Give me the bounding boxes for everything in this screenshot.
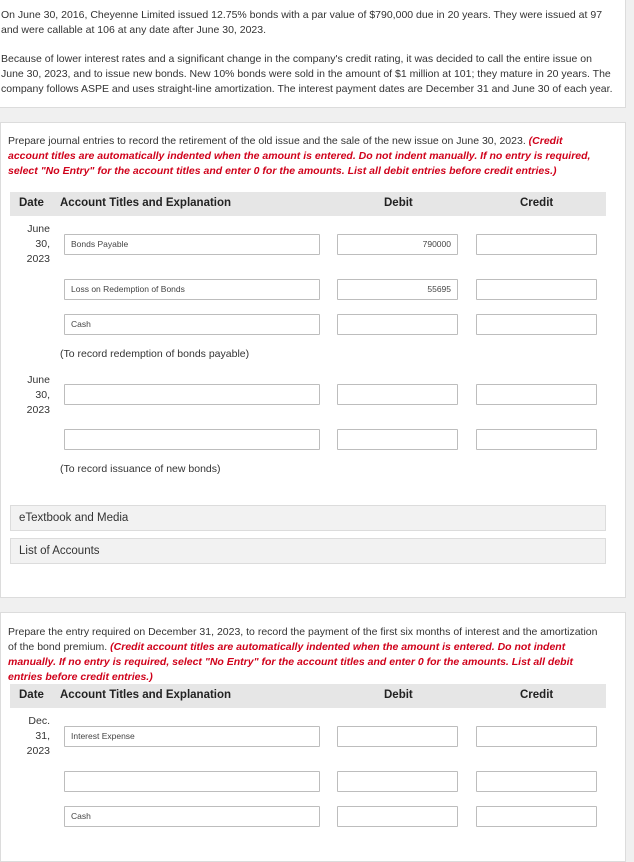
date-month: June	[27, 223, 50, 235]
problem-intro-card	[0, 0, 626, 108]
header-debit: Debit	[384, 689, 413, 701]
credit-field[interactable]	[476, 806, 597, 827]
account-field[interactable]	[64, 384, 320, 405]
part2-prompt	[8, 625, 606, 685]
account-field[interactable]: Cash	[64, 806, 320, 827]
part2-instruction: (Credit account titles are automatically indented when the amount is entered. Do not indent manually. If no entry is required, select "No Entry" for the account titles and enter 0 for the amounts. List all debit entries before credit entries.)	[8, 641, 574, 683]
date-year: 2023	[26, 253, 50, 265]
account-field[interactable]: Cash	[64, 314, 320, 335]
date-day: 30,	[35, 238, 50, 250]
part2-date	[20, 714, 50, 759]
entry1-memo: (To record redemption of bonds payable)	[60, 348, 250, 360]
credit-field[interactable]	[476, 384, 597, 405]
account-field[interactable]: Loss on Redemption of Bonds	[64, 279, 320, 300]
date-year: 2023	[26, 404, 50, 416]
part1-prompt-text: Prepare journal entries to record the retirement of the old issue and the sale of the new issue on June 30, 2023.	[8, 135, 526, 147]
intro-paragraph-2: Because of lower interest rates and a significant change in the company's credit rating, it was decided to call the entire issue on June 30, 2023, and to issue new bonds. New 10% bonds were sold in the amount of $1 million at 101; they mature in 20 years. The company follows ASPE and uses straight-line amortization. The interest payment dates are December 31 and June 30 of each year.	[1, 53, 613, 95]
part1-prompt	[8, 134, 598, 179]
header-date: Date	[19, 689, 44, 701]
entry2-memo: (To record issuance of new bonds)	[60, 463, 221, 475]
etextbook-link[interactable]: eTextbook and Media	[10, 505, 606, 531]
intro-paragraph-1: On June 30, 2016, Cheyenne Limited issued 12.75% bonds with a par value of $790,000 due in 20 years. They were issued at 97 and were callable at 106 at any date after June 30, 2023.	[1, 9, 603, 36]
entry1-date	[20, 222, 50, 267]
debit-field[interactable]: 790000	[337, 234, 458, 255]
debit-field[interactable]	[337, 314, 458, 335]
date-month: June	[27, 374, 50, 386]
debit-field[interactable]	[337, 429, 458, 450]
account-field[interactable]: Interest Expense	[64, 726, 320, 747]
entry2-date	[20, 373, 50, 418]
credit-field[interactable]	[476, 279, 597, 300]
account-field[interactable]	[64, 771, 320, 792]
account-field[interactable]: Bonds Payable	[64, 234, 320, 255]
debit-field[interactable]	[337, 806, 458, 827]
part1-table-header	[10, 192, 606, 216]
header-date: Date	[19, 197, 44, 209]
header-debit: Debit	[384, 197, 413, 209]
debit-field[interactable]: 55695	[337, 279, 458, 300]
header-credit: Credit	[520, 689, 554, 701]
part1-instruction: (Credit account titles are automatically indented when the amount is entered. Do not indent manually. If no entry is required, select "No Entry" for the account titles and enter 0 for the amounts. List all debit entries before credit entries.)	[8, 135, 591, 177]
credit-field[interactable]	[476, 429, 597, 450]
date-day: 31,	[35, 730, 50, 742]
credit-field[interactable]	[476, 314, 597, 335]
credit-field[interactable]	[476, 234, 597, 255]
list-of-accounts-link[interactable]: List of Accounts	[10, 538, 606, 564]
header-credit: Credit	[520, 197, 554, 209]
debit-field[interactable]	[337, 726, 458, 747]
credit-field[interactable]	[476, 726, 597, 747]
debit-field[interactable]	[337, 771, 458, 792]
header-account: Account Titles and Explanation	[60, 689, 232, 701]
part2-prompt-text: Prepare the entry required on December 31, 2023, to record the payment of the first six months of interest and the amortization of the bond premium.	[8, 626, 598, 653]
date-year: 2023	[26, 745, 50, 757]
account-field[interactable]	[64, 429, 320, 450]
credit-field[interactable]	[476, 771, 597, 792]
part2-table-header	[10, 684, 606, 708]
date-month: Dec.	[28, 715, 50, 727]
debit-field[interactable]	[337, 384, 458, 405]
header-account: Account Titles and Explanation	[60, 197, 232, 209]
date-day: 30,	[35, 389, 50, 401]
